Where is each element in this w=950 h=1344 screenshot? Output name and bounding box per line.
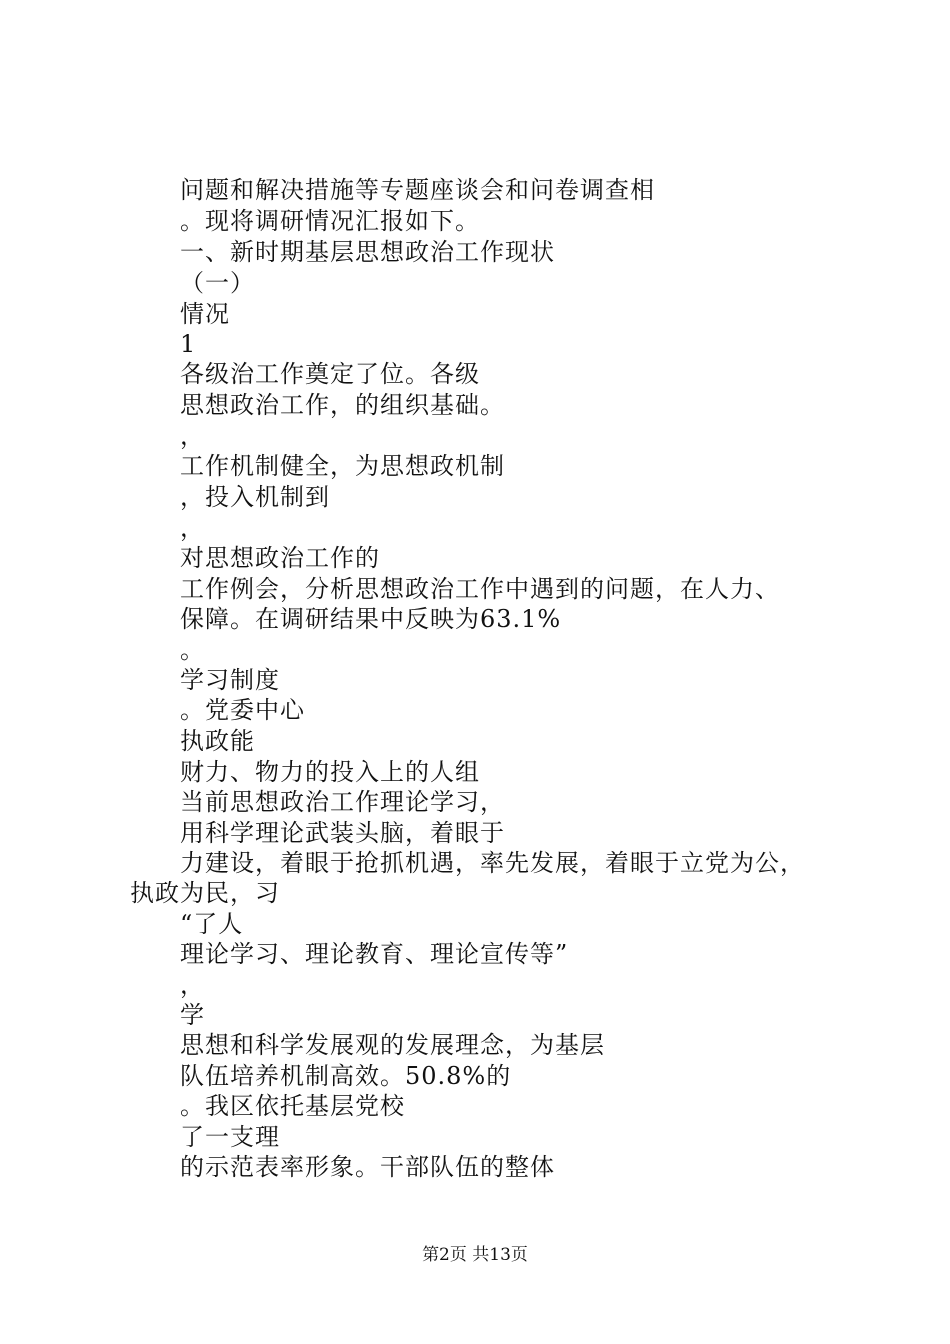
text-line: 一、新时期基层思想政治工作现状 xyxy=(180,238,555,266)
text-line: 了一支理 xyxy=(180,1123,280,1151)
text-line: 工作例会，分析思想政治工作中遇到的问题，在人力、 xyxy=(180,575,780,603)
text-line: 理论学习、理论教育、理论宣传等” xyxy=(180,940,569,968)
text-line: 执政能 xyxy=(180,727,255,755)
text-line: 思想和科学发展观的发展理念，为基层 xyxy=(180,1031,605,1059)
text-line: 当前思想政治工作理论学习， xyxy=(180,788,505,816)
text-line: ，投入机制到 xyxy=(180,483,330,511)
text-line: 执政为民，习 xyxy=(130,879,280,907)
text-line: 力建设，着眼于抢抓机遇，率先发展，着眼于立党为公， xyxy=(180,849,805,877)
text-line: ， xyxy=(180,422,205,450)
text-line: （一） xyxy=(180,269,255,297)
text-line: ， xyxy=(180,514,205,542)
text-line: 情况 xyxy=(180,300,230,328)
text-line: 学习制度 xyxy=(180,666,280,694)
text-line: 的示范表率形象。干部队伍的整体 xyxy=(180,1153,555,1181)
text-line: 。党委中心 xyxy=(180,696,305,724)
page-number-footer: 第2页 共13页 xyxy=(422,1245,528,1265)
text-line: 保障。在调研结果中反映为63.1% xyxy=(180,605,562,633)
text-line: 对思想政治工作的 xyxy=(180,544,380,572)
text-line: 。现将调研情况汇报如下。 xyxy=(180,207,480,235)
text-line: 队伍培养机制高效。50.8%的 xyxy=(180,1062,512,1090)
text-line: 。 xyxy=(180,636,205,664)
text-line: 工作机制健全，为思想政机制 xyxy=(180,452,505,480)
text-line: 各级治工作奠定了位。各级 xyxy=(180,360,480,388)
text-line: ， xyxy=(180,971,205,999)
text-line: 思想政治工作，的组织基础。 xyxy=(180,391,505,419)
text-line: 学 xyxy=(180,1001,205,1029)
text-line: “了人 xyxy=(180,910,244,938)
text-line: 财力、物力的投入上的人组 xyxy=(180,758,480,786)
text-line: 1 xyxy=(180,330,197,358)
text-line: 用科学理论武装头脑，着眼于 xyxy=(180,819,505,847)
text-line: 问题和解决措施等专题座谈会和问卷调查相 xyxy=(180,176,655,204)
text-line: 。我区依托基层党校 xyxy=(180,1092,405,1120)
